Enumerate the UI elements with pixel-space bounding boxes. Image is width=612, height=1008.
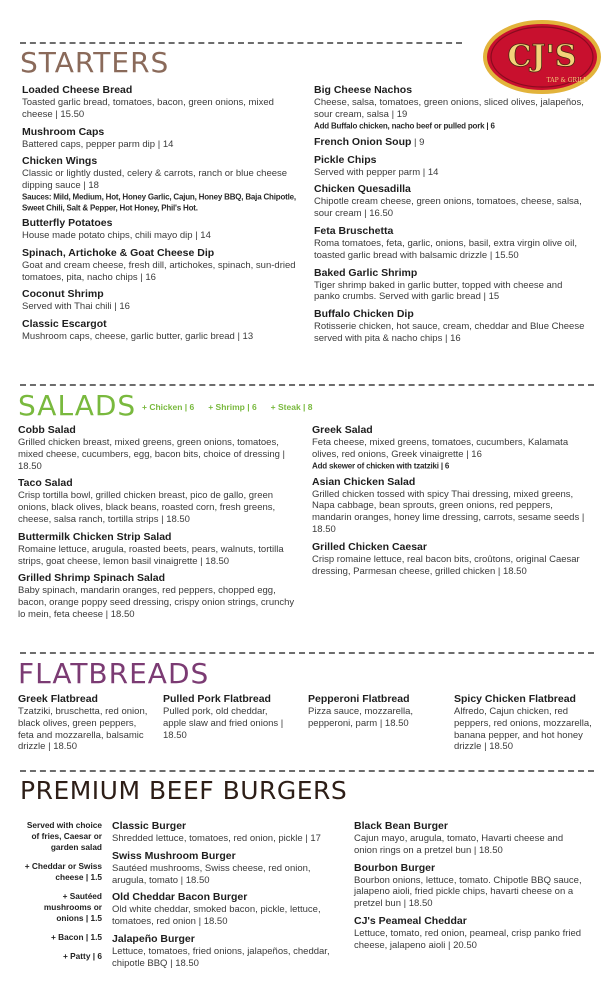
item-name: French Onion Soup bbox=[314, 135, 412, 148]
item-desc: Sautéed mushrooms, Swiss cheese, red onion, arugula, tomato | 18.50 bbox=[112, 862, 311, 886]
item-name: Pickle Chips bbox=[314, 153, 377, 166]
item-price: | 9 bbox=[411, 136, 425, 148]
item-name: Classic Escargot bbox=[22, 318, 107, 331]
item-name: Buffalo Chicken Dip bbox=[314, 308, 414, 321]
menu-item bbox=[22, 84, 298, 121]
menu-item bbox=[354, 915, 588, 952]
item-desc: Lettuce, tomato, red onion, peameal, crisp panko fried cheese, jalapeno aioli | 20.50 bbox=[354, 927, 582, 951]
menu-item bbox=[18, 572, 298, 620]
item-name: Big Cheese Nachos bbox=[314, 84, 413, 96]
item-name: Spicy Chicken Flatbread bbox=[454, 693, 576, 705]
burgers-left-column bbox=[112, 820, 344, 975]
menu-item bbox=[22, 126, 298, 151]
item-name: Classic Burger bbox=[112, 820, 187, 832]
item-name: Taco Salad bbox=[18, 477, 73, 490]
flatbread-item bbox=[18, 693, 150, 753]
item-note: Add Buffalo chicken, nacho beef or pulled pork | 6 bbox=[314, 120, 495, 131]
burger-extras bbox=[18, 820, 102, 970]
item-name: Loaded Cheese Bread bbox=[22, 84, 133, 96]
menu-item bbox=[314, 136, 586, 149]
item-name: Mushroom Caps bbox=[22, 125, 105, 138]
item-name: Swiss Mushroom Burger bbox=[112, 849, 236, 862]
item-desc: Served with pepper parm | 14 bbox=[314, 166, 439, 178]
starters-right-column bbox=[314, 84, 586, 350]
item-name: Pepperoni Flatbread bbox=[308, 693, 410, 705]
item-desc: Grilled chicken tossed with spicy Thai dressing, mixed greens, Napa cabbage, bean sprouts, green onions, red peppers, mandarin oranges, honey lime dressing, carrots, sesame seeds | 18.50 bbox=[312, 488, 585, 535]
item-desc: Tiger shrimp baked in garlic butter, topped with cheese and panko crumbs. Served with garlic bread | 15 bbox=[314, 279, 563, 303]
logo-tagline: TAP & GRILL bbox=[546, 77, 588, 84]
item-note: Add skewer of chicken with tzatziki | 6 bbox=[312, 460, 450, 471]
item-name: Jalapeño Burger bbox=[112, 932, 195, 945]
burger-extra: + Patty | 6 bbox=[63, 951, 102, 961]
item-name: Grilled Chicken Caesar bbox=[312, 540, 427, 553]
item-desc: Baby spinach, mandarin oranges, red peppers, chopped egg, bacon, orange poppy seed dressing, crispy onion strings, crunchy lo mein, feta cheese | 18.50 bbox=[18, 585, 295, 620]
item-desc: Cheese, salsa, tomatoes, green onions, sliced olives, jalapeños, sour cream, salsa | 19 bbox=[314, 97, 584, 120]
menu-item bbox=[312, 541, 588, 578]
menu-item bbox=[22, 155, 298, 212]
addon-chicken: + Chicken | 6 bbox=[142, 402, 195, 412]
item-name: Greek Flatbread bbox=[18, 693, 98, 705]
menu-item bbox=[22, 288, 298, 313]
menu-item bbox=[314, 267, 586, 304]
item-desc: Chipotle cream cheese, green onions, tomatoes, cheese, salsa, sour cream | 16.50 bbox=[314, 196, 582, 220]
item-desc: Crisp tortilla bowl, grilled chicken breast, pico de gallo, green onions, black olives, black beans, roasted corn, fresh greens, cheese, salsa ranch, tortilla strips | 18.50 bbox=[18, 490, 276, 525]
item-desc: Tzatziki, bruschetta, red onion, black olives, green peppers, feta and mozzarella, balsamic drizzle | 18.50 bbox=[18, 706, 148, 753]
divider-top bbox=[20, 42, 462, 44]
menu-item bbox=[22, 247, 298, 284]
menu-item bbox=[354, 862, 588, 910]
menu-item bbox=[314, 308, 586, 345]
burgers-title: PREMIUM BEEF BURGERS bbox=[20, 776, 348, 805]
menu-item bbox=[314, 154, 586, 179]
salad-addons bbox=[142, 402, 313, 412]
divider-salads bbox=[20, 384, 594, 386]
flatbread-item bbox=[163, 693, 291, 741]
item-name: Chicken Quesadilla bbox=[314, 183, 411, 196]
item-desc: Pulled pork, old cheddar, apple slaw and fried onions | 18.50 bbox=[163, 706, 284, 741]
item-name: Black Bean Burger bbox=[354, 820, 448, 832]
menu-item bbox=[22, 217, 298, 242]
item-desc: Served with Thai chili | 16 bbox=[22, 301, 130, 313]
item-name: Coconut Shrimp bbox=[22, 288, 104, 301]
cjs-logo bbox=[483, 20, 601, 94]
item-name: Pulled Pork Flatbread bbox=[163, 693, 271, 705]
item-desc: Toasted garlic bread, tomatoes, bacon, green onions, mixed cheese | 15.50 bbox=[22, 97, 274, 120]
divider-burgers bbox=[20, 770, 594, 772]
item-name: Old Cheddar Bacon Burger bbox=[112, 891, 248, 904]
item-desc: Crisp romaine lettuce, real bacon bits, croûtons, original Caesar dressing, Parmesan cheese, grilled chicken | 18.50 bbox=[312, 553, 580, 577]
item-desc: Shredded lettuce, tomatoes, red onion, pickle | 17 bbox=[112, 833, 321, 844]
item-desc: Romaine lettuce, arugula, roasted beets, pears, walnuts, tortilla strips, goat cheese, lemon basil vinaigrette | 18.50 bbox=[18, 543, 284, 567]
addon-steak: + Steak | 8 bbox=[270, 402, 313, 412]
burger-extra: + Bacon | 1.5 bbox=[51, 932, 102, 942]
burger-extra: + Cheddar or Swiss cheese | 1.5 bbox=[24, 861, 102, 882]
flatbreads-title: FLATBREADS bbox=[18, 657, 210, 690]
salads-title: SALADS bbox=[18, 389, 137, 422]
item-desc: Pizza sauce, mozzarella, pepperoni, parm | 18.50 bbox=[308, 706, 414, 729]
item-desc: Feta cheese, mixed greens, tomatoes, cucumbers, Kalamata olives, red onions, Greek vinaigrette | 16 bbox=[312, 437, 569, 460]
item-desc: Bourbon onions, lettuce, tomato. Chipotle BBQ sauce, jalapeno aioli, fried pickle chips, havarti cheese on a pretzel bun | 18.50 bbox=[354, 874, 582, 910]
menu-item bbox=[22, 318, 298, 343]
item-name: Grilled Shrimp Spinach Salad bbox=[18, 572, 166, 585]
item-desc: Mushroom caps, cheese, garlic butter, garlic bread | 13 bbox=[22, 331, 254, 343]
item-name: Chicken Wings bbox=[22, 155, 98, 168]
salads-left-column bbox=[18, 424, 298, 626]
item-name: Asian Chicken Salad bbox=[312, 475, 416, 488]
item-desc: Cajun mayo, arugula, tomato, Havarti cheese and onion rings on a pretzel bun | 18.50 bbox=[354, 833, 564, 856]
item-desc: Grilled chicken breast, mixed greens, green onions, tomatoes, mixed cheese, cucumbers, egg, bacon bits, choice of dressing | 18.50 bbox=[18, 437, 286, 472]
item-desc: Alfredo, Cajun chicken, red peppers, red onions, mozzarella, banana pepper, and hot honey drizzle | 18.50 bbox=[454, 706, 592, 753]
burger-side-intro: Served with choice of fries, Caesar or garden salad bbox=[26, 820, 102, 852]
menu-item bbox=[312, 476, 588, 536]
flatbread-item bbox=[454, 693, 592, 753]
menu-item bbox=[314, 183, 586, 220]
item-name: Buttermilk Chicken Strip Salad bbox=[18, 530, 172, 543]
menu-item bbox=[18, 424, 298, 472]
item-desc: Battered caps, pepper parm dip | 14 bbox=[22, 138, 174, 150]
item-name: CJ's Peameal Cheddar bbox=[354, 914, 467, 927]
flatbread-item bbox=[308, 693, 444, 730]
item-desc: Roma tomatoes, feta, garlic, onions, basil, extra virgin olive oil, toasted garlic bread with balsamic drizzle | 15.50 bbox=[314, 237, 577, 261]
item-desc: Classic or lightly dusted, celery & carrots, ranch or blue cheese dipping sauce | 18 bbox=[22, 168, 288, 192]
item-name: Butterfly Potatoes bbox=[22, 216, 113, 229]
item-name: Feta Bruschetta bbox=[314, 224, 394, 237]
menu-item bbox=[314, 84, 586, 131]
item-desc: House made potato chips, chili mayo dip | 14 bbox=[22, 229, 211, 241]
menu-item bbox=[112, 891, 344, 928]
menu-item bbox=[354, 820, 588, 857]
item-desc: Goat and cream cheese, fresh dill, artichokes, spinach, sun-dried tomatoes, pita, nacho chips | 16 bbox=[22, 259, 296, 283]
menu-item bbox=[112, 933, 344, 970]
menu-item bbox=[18, 477, 298, 525]
item-note: Sauces: Mild, Medium, Hot, Honey Garlic, Cajun, Honey BBQ, Baja Chipotle, Sweet Chili, Salt & Pepper, Hot Honey, Phil's Hot. bbox=[22, 191, 296, 213]
item-name: Spinach, Artichoke & Goat Cheese Dip bbox=[22, 246, 215, 259]
menu-item bbox=[314, 225, 586, 262]
menu-item bbox=[112, 850, 344, 887]
item-name: Baked Garlic Shrimp bbox=[314, 266, 418, 279]
item-desc: Old white cheddar, smoked bacon, pickle, lettuce, tomatoes, red onion | 18.50 bbox=[112, 904, 321, 928]
item-name: Greek Salad bbox=[312, 424, 373, 436]
logo-name: CJ'S bbox=[507, 39, 577, 74]
menu-item bbox=[18, 531, 298, 568]
salads-right-column bbox=[312, 424, 588, 582]
item-name: Bourbon Burger bbox=[354, 861, 436, 874]
divider-flatbreads bbox=[20, 652, 594, 654]
starters-left-column bbox=[22, 84, 298, 348]
menu-item bbox=[112, 820, 344, 845]
item-name: Cobb Salad bbox=[18, 424, 76, 436]
menu-item bbox=[312, 424, 588, 471]
addon-shrimp: + Shrimp | 6 bbox=[208, 402, 257, 412]
burger-extra: + Sautéed mushrooms or onions | 1.5 bbox=[43, 891, 102, 923]
item-desc: Rotisserie chicken, hot sauce, cream, cheddar and Blue Cheese served with pita & nacho chips | 16 bbox=[314, 321, 585, 344]
starters-title: STARTERS bbox=[20, 46, 170, 79]
burgers-right-column bbox=[354, 820, 588, 957]
item-desc: Lettuce, tomatoes, fried onions, jalapeños, cheddar, chipotle BBQ | 18.50 bbox=[112, 945, 330, 969]
